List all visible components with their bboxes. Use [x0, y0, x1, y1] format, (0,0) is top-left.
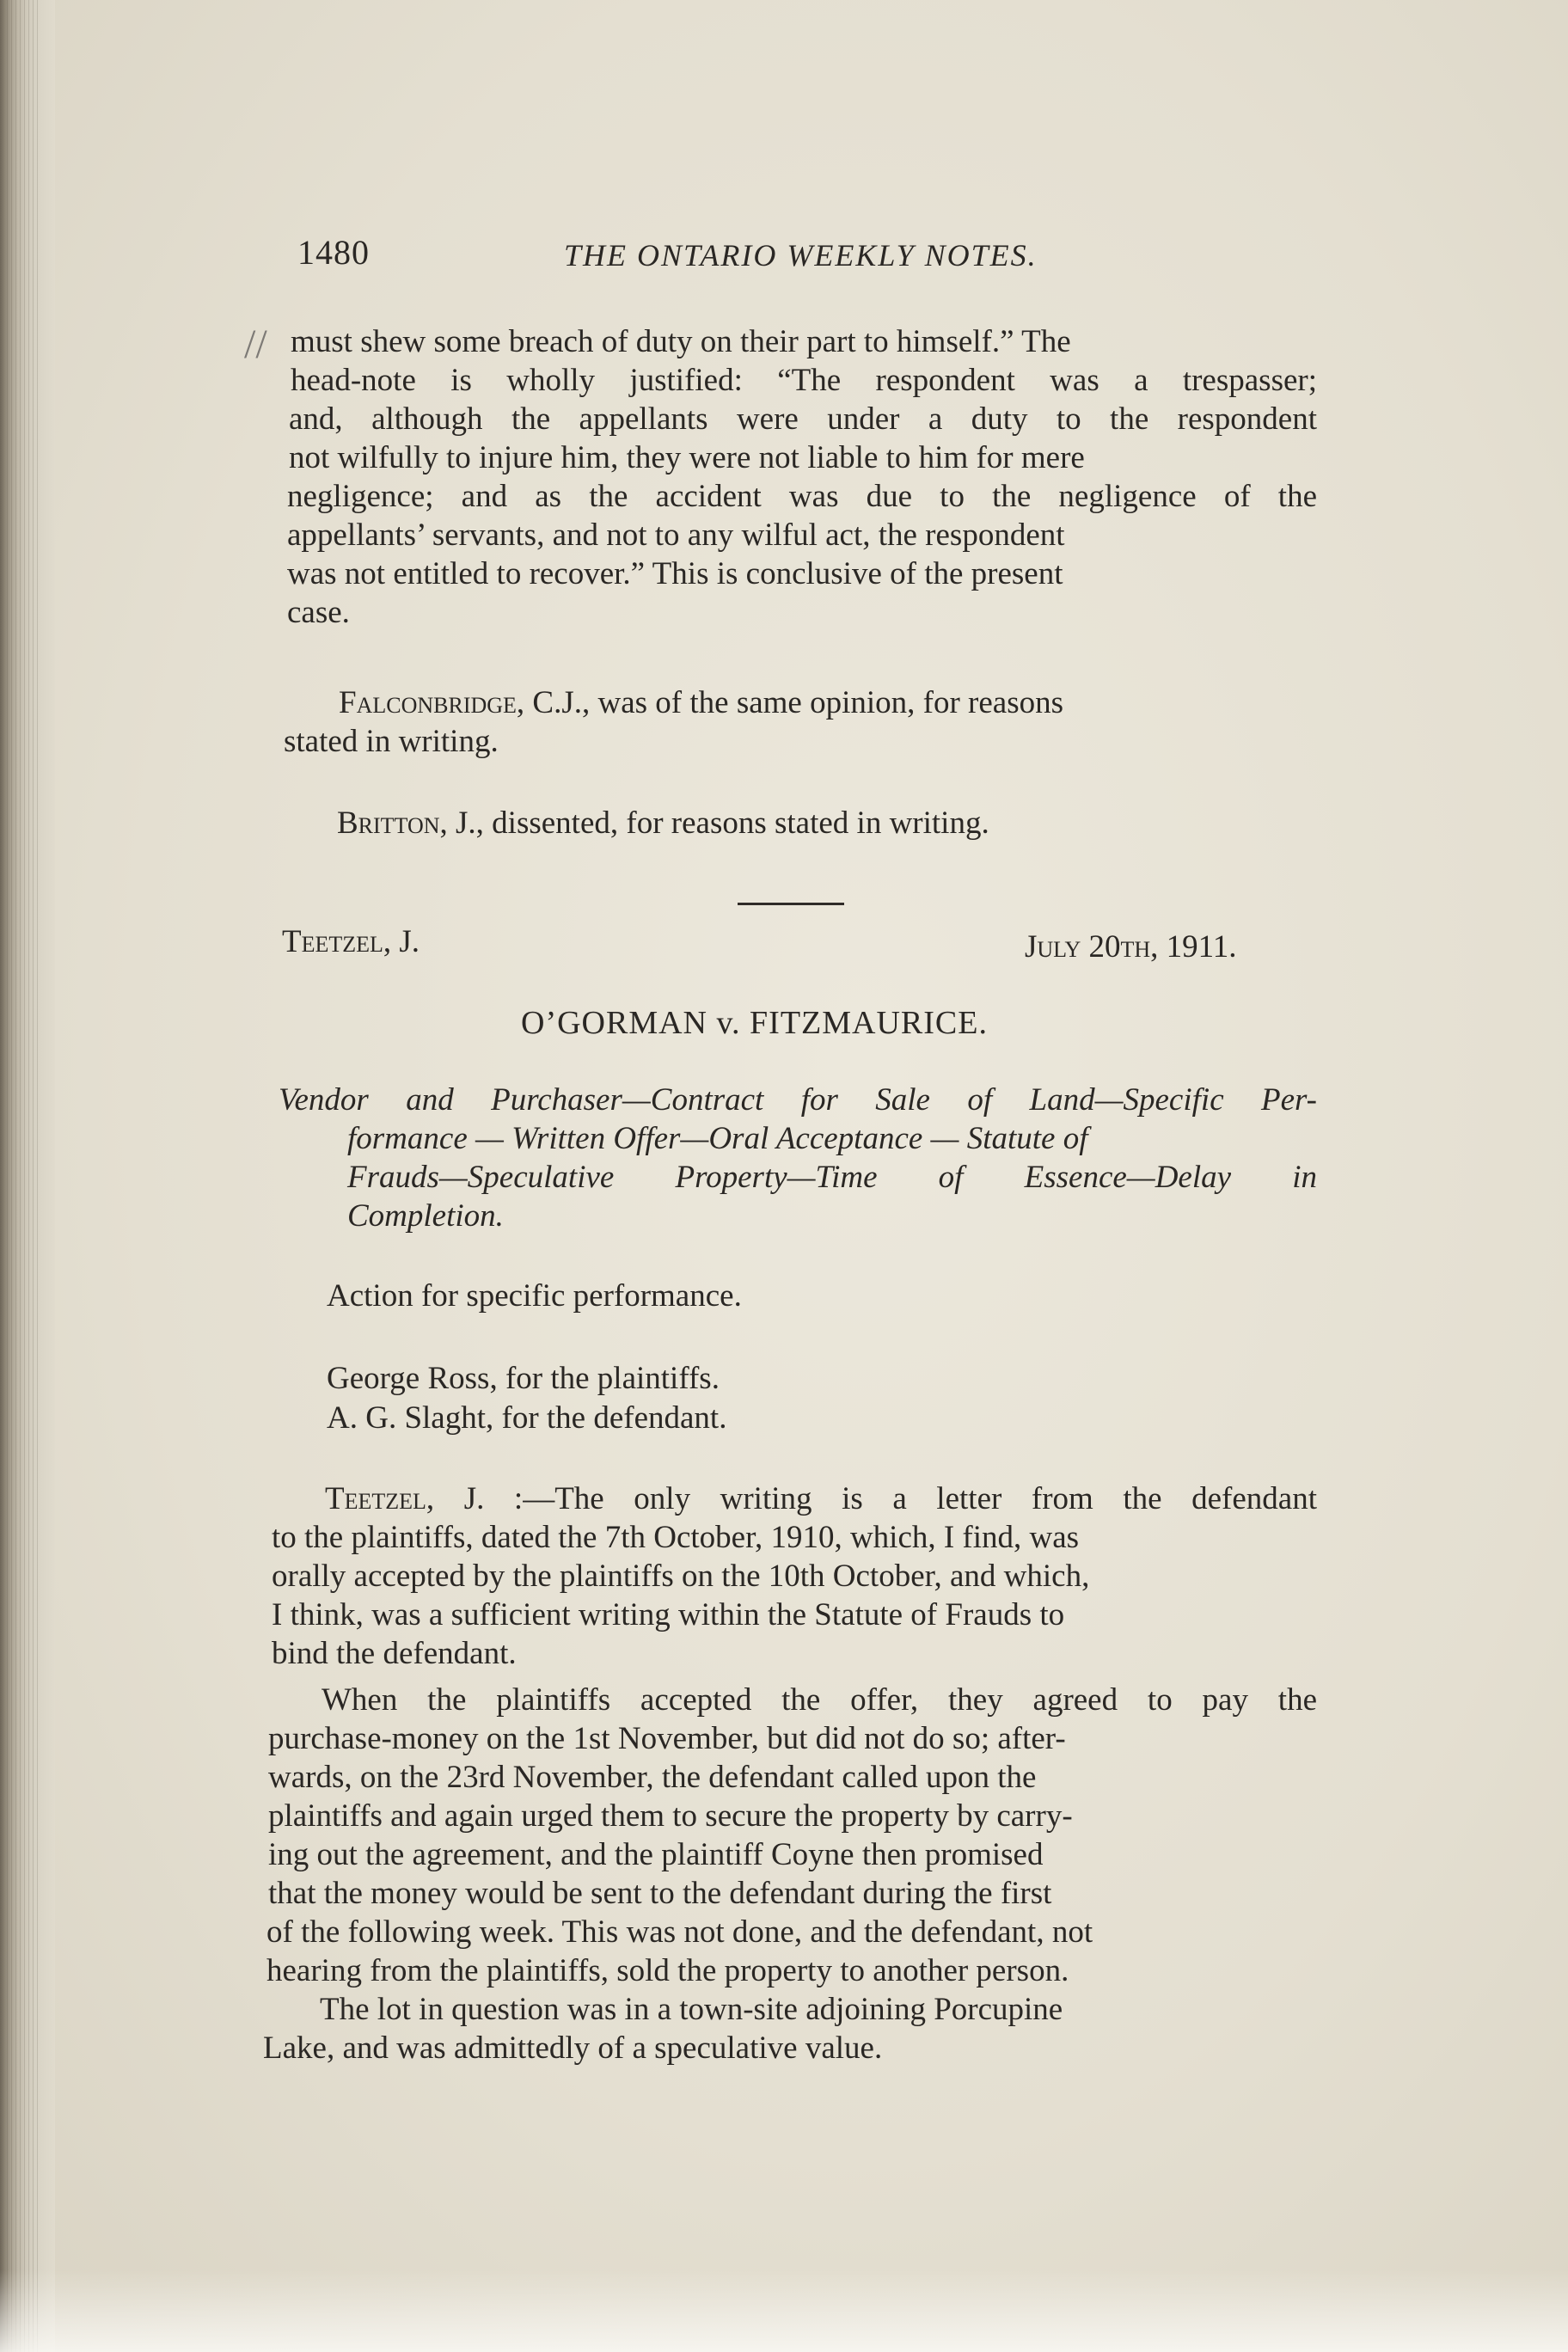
judge-name: Falconbridge [339, 685, 517, 720]
judgment-line: When the plaintiffs accepted the offer, they agreed to pay the [322, 1682, 1317, 1718]
judge-name: Britton [337, 805, 440, 841]
judgment-line: of the following week. This was not done, and the defendant, not [266, 1914, 1093, 1950]
counsel-line: A. G. Slaght, for the defendant. [327, 1400, 727, 1436]
judgment-line: ing out the agreement, and the plaintiff Coyne then promised [268, 1837, 1044, 1872]
judgment-line: that the money would be sent to the defendant during the first [268, 1876, 1052, 1911]
judgment-line: I think, was a sufficient writing within the Statute of Frauds to [272, 1597, 1065, 1632]
headnote-line: Completion. [347, 1198, 504, 1234]
judgment-line: plaintiffs and again urged them to secure the property by carry- [268, 1798, 1073, 1834]
paragraph-line: negligence; and as the accident was due to the negligence of the [287, 479, 1317, 514]
judgment-line: purchase-money on the 1st November, but did not do so; after- [268, 1721, 1066, 1756]
paragraph-line: and, although the appellants were under a duty to the respondent [289, 401, 1317, 437]
judgment-line: bind the defendant. [272, 1636, 517, 1671]
judge-name: Teetzel [325, 1481, 426, 1516]
headnote-line: formance — Written Offer—Oral Acceptance — Statute of [347, 1121, 1088, 1156]
section-divider [738, 903, 844, 905]
falconbridge-line-2: stated in writing. [284, 724, 499, 759]
headnote-line: Frauds—Speculative Property—Time of Essence—Delay in [347, 1160, 1317, 1195]
case-title: O’GORMAN v. FITZMAURICE. [521, 1005, 988, 1041]
headnote-line: Vendor and Purchaser—Contract for Sale of Land—Specific Per- [279, 1082, 1317, 1118]
paragraph-line: not wilfully to injure him, they were not liable to him for mere [289, 440, 1085, 475]
judgment-line: Teetzel, J. :—The only writing is a letter from the defendant [325, 1481, 1317, 1516]
counsel-line: George Ross, for the plaintiffs. [327, 1361, 720, 1396]
case-judge: Teetzel, J. [282, 924, 420, 959]
case-date: July 20th, 1911. [1025, 929, 1237, 965]
judgment-line: wards, on the 23rd November, the defendant called upon the [268, 1760, 1037, 1795]
paragraph-line: was not entitled to recover.” This is conclusive of the present [287, 556, 1063, 591]
judgment-line: orally accepted by the plaintiffs on the 10th October, and which, [272, 1559, 1090, 1594]
binding-page-edges [7, 0, 41, 2352]
britton-line: Britton, J., dissented, for reasons stated in writing. [337, 805, 989, 841]
paragraph-line: case. [287, 595, 350, 630]
page-number: 1480 [297, 233, 370, 272]
paragraph-line: must shew some breach of duty on their part to himself.” The [291, 324, 1071, 359]
margin-pencil-mark: // [244, 322, 267, 367]
page-bottom-edge [0, 2269, 1568, 2352]
running-head: THE ONTARIO WEEKLY NOTES. [564, 238, 1038, 273]
judgment-line: to the plaintiffs, dated the 7th October, 1910, which, I find, was [272, 1520, 1080, 1555]
judgment-line: Lake, and was admittedly of a speculative value. [263, 2030, 883, 2066]
falconbridge-line: Falconbridge, C.J., was of the same opinion, for reasons [339, 685, 1064, 720]
judgment-line: The lot in question was in a town-site adjoining Porcupine [320, 1992, 1063, 2027]
paragraph-line: appellants’ servants, and not to any wilful act, the respondent [287, 518, 1065, 553]
judgment-line: hearing from the plaintiffs, sold the property to another person. [266, 1953, 1069, 1988]
action-line: Action for specific performance. [327, 1278, 742, 1314]
paragraph-line: head-note is wholly justified: “The respondent was a trespasser; [291, 363, 1317, 398]
